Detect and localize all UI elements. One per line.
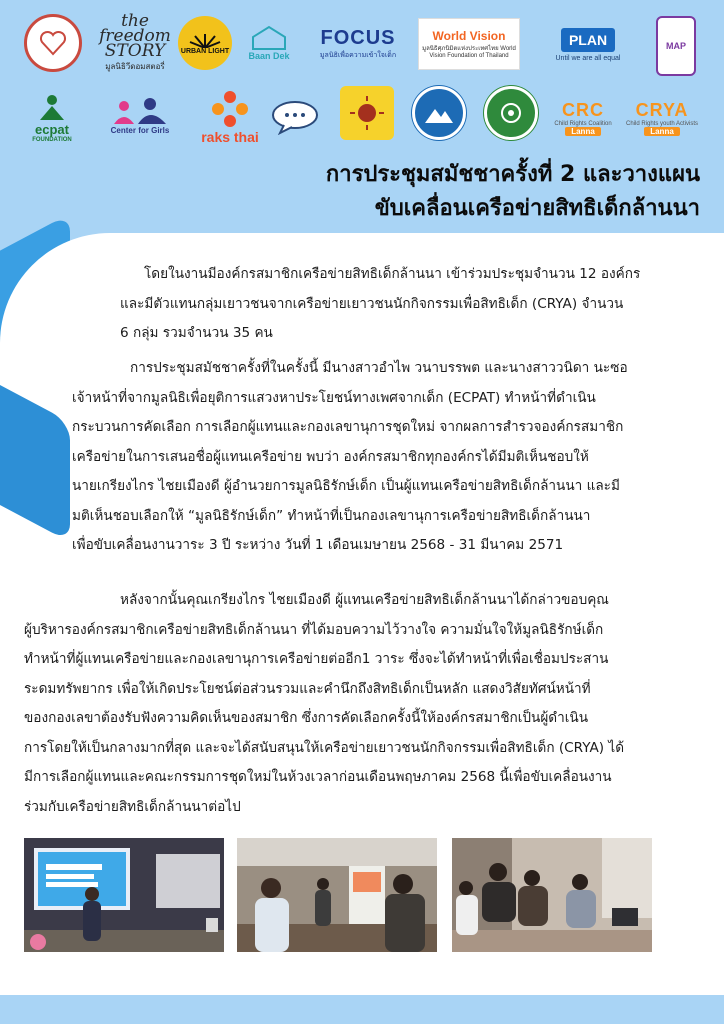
blue-seal-logo <box>412 86 466 140</box>
sunburst-icon <box>189 32 221 48</box>
paragraph-line: ผู้บริหารองค์กรสมาชิกเครือข่ายสิทธิเด็กล้านนา ที่ได้มอบความไว้วางใจ ความมั่นใจให้มูลนิธิรักษ์เด็ก <box>24 621 604 638</box>
paragraph-line: เครือข่ายในการเสนอชื่อผู้แทนเครือข่าย พบว่า องค์กรสมาชิกทุกองค์กรได้มีมติเห็นชอบให้ <box>72 448 589 465</box>
ecpat-logo <box>24 84 80 152</box>
baan-dek-text: Baan Dek <box>248 51 290 61</box>
ecpat-text: ecpat <box>35 121 69 137</box>
paragraph-3 <box>24 586 714 822</box>
people-icon <box>110 98 170 126</box>
paragraph-line: หลังจากนั้นคุณเกรียงไกร ไชยเมืองดี ผู้แทนเครือข่ายสิทธิเด็กล้านนาได้กล่าวขอบคุณ <box>120 592 609 608</box>
paragraph-line: โดยในงานมีองค์กรสมาชิกเครือข่ายสิทธิเด็กล้านนา เข้าร่วมประชุมจำนวน 12 องค์กร <box>144 266 641 282</box>
paragraph-line: ทำหน้าที่ผู้แทนเครือข่ายและกองเลขานุการเครือข่ายต่ออีก1 วาระ ซึ่งจะได้ทำหน้าที่เพื่อเชื่อมประสาน <box>24 651 609 667</box>
page-title <box>180 158 700 226</box>
flower-icon <box>210 89 250 129</box>
freedom-story-subtext: มูลนิธิวีดอมสตอรี่ <box>105 62 165 71</box>
paragraph-line: นายเกรียงไกร ไชยเมืองดี ผู้อำนวยการมูลนิธิรักษ์เด็ก เป็นผู้แทนเครือข่ายสิทธิเด็กล้านนา และมี <box>72 478 620 494</box>
presenter-scene-image <box>24 838 224 952</box>
logo-row-top <box>0 12 724 82</box>
crc-lanna-logo <box>552 90 614 146</box>
paragraph-line: และมีตัวแทนกลุ่มเยาวชนจากเครือข่ายเยาวชนนักกิจกรรมเพื่อสิทธิเด็ก (CRYA) จำนวน <box>120 295 624 312</box>
world-vision-text: World Vision <box>432 29 506 43</box>
crya-text: CRYA <box>635 100 689 120</box>
plan-text: PLAN <box>561 28 615 52</box>
photo-discussion <box>452 838 652 952</box>
ecpat-subtext: FOUNDATION <box>32 136 72 143</box>
sun-icon <box>349 95 385 131</box>
crya-lanna-logo <box>622 90 702 146</box>
logo-row-bottom <box>0 80 724 150</box>
house-icon <box>249 25 289 51</box>
raks-thai-logo <box>200 86 260 148</box>
crc-lanna-badge: Lanna <box>565 127 601 136</box>
baan-dek-logo <box>244 18 294 68</box>
paragraph-line: การประชุมสมัชชาครั้งที่ในครั้งนี้ มีนางสาวอำไพ วนาบรรพต และนางสาววนิดา นะซอ <box>130 360 628 376</box>
plan-subtext: Until we are all equal <box>555 55 621 62</box>
discussion-scene-image <box>452 838 652 952</box>
voting-scene-image <box>237 838 437 952</box>
world-vision-logo <box>418 18 520 70</box>
urban-light-text: URBAN LIGHT <box>180 47 230 55</box>
paragraph-line: เพื่อขับเคลื่อนงานวาระ 3 ปี ระหว่าง วันที่ 1 เดือนเมษายน 2568 - 31 มีนาคม 2571 <box>72 537 564 553</box>
figure-icon <box>37 94 67 122</box>
emblem-icon <box>498 100 524 126</box>
plan-international-logo <box>540 22 636 68</box>
crc-subtext: Child Rights Coalition <box>554 121 612 127</box>
focus-text: FOCUS <box>320 27 396 49</box>
paragraph-line: ของกองเลขาต้องรับฟังความคิดเห็นของสมาชิก ซึ่งการคัดเลือกครั้งนี้ให้องค์กรสมาชิกเป็นผู้ดำเนิน <box>24 710 589 726</box>
paragraph-line: การโดยให้เป็นกลางมากที่สุด และจะได้สนับสนุนให้เครือข่ายเยาวชนนักกิจกรรมเพื่อสิทธิเด็ก (CRYA) ได้ <box>24 739 625 756</box>
photo-presenter <box>24 838 224 952</box>
world-vision-subtext: มูลนิธิศุภนิมิตแห่งประเทศไทย World Vision Foundation of Thailand <box>422 46 516 59</box>
title-line-1: การประชุมสมัชชาครั้งที่ 2 และวางแผน <box>325 162 700 187</box>
paragraph-2 <box>72 354 720 561</box>
paragraph-line: เจ้าหน้าที่จากมูลนิธิเพื่อยุติการแสวงหาประโยชน์ทางเพศจากเด็ก (ECPAT) ทำหน้าที่ดำเนิน <box>72 389 596 406</box>
crc-text: CRC <box>562 100 604 120</box>
focus-subtext: มูลนิธิเพื่อความเข้าใจเด็ก <box>319 52 397 59</box>
center-for-girls-text: Center for Girls <box>110 125 170 135</box>
title-line-2: ขับเคลื่อนเครือข่ายสิทธิเด็กล้านนา <box>374 196 700 221</box>
speech-bubble-icon <box>270 99 320 135</box>
freedom-story-text: the freedom STORY <box>99 11 171 61</box>
paragraph-line: มติเห็นชอบเลือกให้ “มูลนิธิรักษ์เด็ก” ทำหน้าที่เป็นกองเลขานุการเครือข่ายสิทธิเด็กล้านนา <box>72 507 591 524</box>
speech-bubble-logo <box>266 92 324 142</box>
sun-child-logo <box>340 86 394 140</box>
paragraph-line: มีการเลือกผู้แทนและคณะกรรมการชุดใหม่ในห้วงเวลาก่อนเดือนพฤษภาคม 2568 นี้เพื่อขับเคลื่อนงาน <box>24 769 612 785</box>
focus-logo <box>318 22 398 66</box>
paragraph-line: ร่วมกับเครือข่ายสิทธิเด็กล้านนาต่อไป <box>24 798 241 815</box>
green-seal-logo <box>484 86 538 140</box>
heart-icon <box>38 28 68 58</box>
paragraph-line: กระบวนการคัดเลือก การเลือกผู้แทนและกองเลขานุการชุดใหม่ จากผลการสำรวจองค์กรสมาชิก <box>72 419 624 435</box>
crya-subtext: Child Rights youth Activists <box>625 121 699 127</box>
photo-voting <box>237 838 437 952</box>
paragraph-1 <box>120 260 718 349</box>
raks-thai-text: raks thai <box>201 129 259 145</box>
freedom-story-logo <box>99 11 171 71</box>
map-text: MAP <box>666 41 686 51</box>
child-development-logo <box>24 14 82 72</box>
center-for-girls-logo <box>98 90 182 142</box>
mountain-icon <box>425 103 453 123</box>
paragraph-line: ระดมทรัพยากร เพื่อให้เกิดประโยชน์ต่อส่วนรวมและคำนึกถึงสิทธิเด็กเป็นหลัก แสดงวิสัยทัศน์หน้าที่ <box>24 680 591 697</box>
urban-light-logo <box>178 16 232 70</box>
map-foundation-logo <box>656 16 696 76</box>
paragraph-line: 6 กลุ่ม รวมจำนวน 35 คน <box>120 325 273 341</box>
crya-lanna-badge: Lanna <box>644 127 680 136</box>
